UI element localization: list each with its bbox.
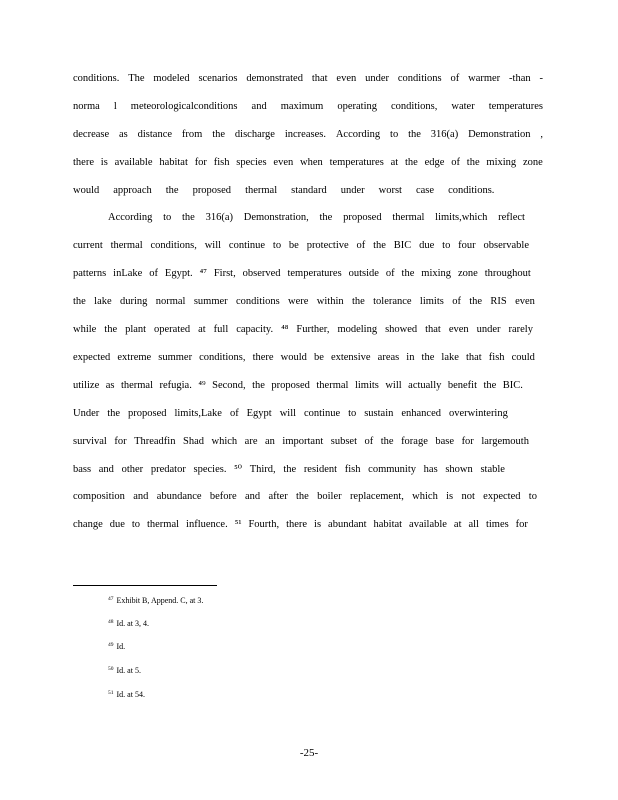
word: According [108, 212, 153, 223]
word: ⁴⁸ [281, 324, 289, 335]
word: the [351, 296, 365, 307]
word: lake [94, 296, 112, 307]
word: limits,which [435, 212, 488, 223]
word: BIC [393, 240, 412, 251]
body-line [73, 295, 535, 309]
word: ⁴⁷ [199, 268, 207, 279]
word: even [336, 73, 357, 84]
word: Third, [249, 464, 276, 475]
word: Egypt. [164, 268, 193, 279]
word: subset [330, 436, 357, 447]
word: due [419, 240, 435, 251]
word: water [451, 101, 475, 112]
word: temperatures [488, 101, 543, 112]
word: and [245, 491, 261, 502]
word: will [385, 380, 402, 391]
body-line [73, 128, 543, 142]
word: of [229, 408, 239, 419]
word: under [365, 73, 390, 84]
word: of [385, 268, 395, 279]
word: would [280, 352, 307, 363]
word: worst [378, 185, 402, 196]
word: conditions. [73, 73, 120, 84]
word: summer [158, 352, 193, 363]
body-line [73, 267, 531, 281]
word: normal [155, 296, 186, 307]
word: observable [483, 240, 529, 251]
word: patterns [73, 268, 107, 279]
word: in [406, 352, 415, 363]
word: the [296, 491, 309, 502]
word: shown [445, 464, 473, 475]
word: not [461, 491, 475, 502]
word: that [311, 73, 328, 84]
footnote-number: 49 [108, 642, 114, 648]
word: available [114, 157, 153, 168]
word: extensive [330, 352, 371, 363]
word: due [109, 519, 125, 530]
word: expected [483, 491, 521, 502]
body-line [73, 407, 508, 421]
word: Fourth, [248, 519, 280, 530]
word: continue [228, 240, 266, 251]
word: RIS [490, 296, 507, 307]
word: the [283, 464, 297, 475]
word: the [104, 324, 118, 335]
word: that [465, 352, 482, 363]
body-line [108, 211, 525, 225]
word: habitat [159, 157, 188, 168]
word: full [213, 324, 229, 335]
word: times [485, 519, 509, 530]
word: zone [457, 268, 478, 279]
word: proposed [192, 185, 232, 196]
footnote-text: Id. at 5. [116, 666, 141, 675]
word: while [73, 324, 97, 335]
word: to [442, 240, 451, 251]
page-number: -25- [299, 747, 319, 759]
word: First, [213, 268, 236, 279]
word: limits [354, 380, 379, 391]
word: enhanced [401, 408, 441, 419]
word: the [373, 240, 386, 251]
body-line [73, 184, 543, 198]
word: the [421, 352, 435, 363]
word: to [528, 491, 537, 502]
word: of [452, 296, 461, 307]
word: at [390, 157, 399, 168]
word: under [476, 324, 501, 335]
word: for [515, 519, 528, 530]
word: forage [401, 436, 428, 447]
word: the [380, 436, 394, 447]
word: would [73, 185, 100, 196]
word: and [133, 491, 149, 502]
word: influence. [186, 519, 228, 530]
word: all [468, 519, 479, 530]
word: to [390, 129, 399, 140]
footnote [108, 594, 203, 606]
word: summer [193, 296, 228, 307]
word: 316(a) [205, 212, 233, 223]
word: thermal [392, 212, 425, 223]
footnote-number: 51 [108, 690, 114, 696]
word: and [98, 464, 114, 475]
word: which [211, 436, 238, 447]
word: of [450, 73, 460, 84]
word: is [100, 157, 108, 168]
footnote-text: Id. [116, 642, 126, 651]
footnote-text: Exhibit B, Append. C, at 3. [116, 596, 204, 605]
word: capacity. [236, 324, 274, 335]
word: benefit [447, 380, 478, 391]
word: conditions [397, 73, 442, 84]
word: discharge [234, 129, 275, 140]
word: fish [488, 352, 505, 363]
word: inLake [113, 268, 143, 279]
word: - [539, 73, 543, 84]
word: when [300, 157, 323, 168]
body-line [73, 72, 543, 86]
word: for [194, 157, 207, 168]
word: protective [306, 240, 349, 251]
footnote [108, 617, 149, 629]
word: species [236, 157, 267, 168]
footnote [108, 688, 145, 700]
word: proposed [127, 408, 167, 419]
word: scenarios [198, 73, 238, 84]
word: to [131, 519, 141, 530]
word: habitat [373, 519, 403, 530]
word: there [73, 157, 94, 168]
word: is [314, 519, 322, 530]
word: were [288, 296, 309, 307]
word: reflect [498, 212, 525, 223]
footnote [108, 640, 125, 652]
word: actually [408, 380, 442, 391]
word: operated [154, 324, 191, 335]
word: even [448, 324, 469, 335]
word: mixing [486, 157, 517, 168]
word: base [435, 436, 455, 447]
word: observed [242, 268, 281, 279]
word: ⁴⁹ [198, 380, 206, 391]
word: modeled [153, 73, 190, 84]
word: plant [125, 324, 147, 335]
word: has [423, 464, 438, 475]
body-line [73, 379, 523, 393]
word: showed [385, 324, 418, 335]
word: modeling [337, 324, 378, 335]
word: temperatures [287, 268, 342, 279]
word: conditions, [150, 240, 197, 251]
word: Egypt [246, 408, 272, 419]
word: important [282, 436, 324, 447]
word: utilize [73, 380, 100, 391]
body-line [73, 156, 543, 170]
body-line [73, 490, 537, 504]
word: there [286, 519, 308, 530]
word: tolerance [373, 296, 412, 307]
word: expected [73, 352, 111, 363]
word: conditions. [448, 185, 495, 196]
word: refugia. [159, 380, 192, 391]
word: Second, [212, 380, 246, 391]
word: continue [303, 408, 341, 419]
word: the [404, 157, 418, 168]
word: as [119, 129, 128, 140]
word: Demonstration, [243, 212, 309, 223]
word: from [181, 129, 203, 140]
word: BIC. [502, 380, 523, 391]
word: replacement, [349, 491, 404, 502]
word: outside [348, 268, 379, 279]
word: areas [377, 352, 400, 363]
word: the [165, 185, 179, 196]
word: edge [424, 157, 445, 168]
word: the [319, 212, 333, 223]
word: Shad [182, 436, 204, 447]
word: the [212, 129, 226, 140]
word: fish [344, 464, 361, 475]
word: under [340, 185, 365, 196]
word: l [113, 101, 117, 112]
word: case [415, 185, 435, 196]
word: resident [303, 464, 338, 475]
body-line [73, 518, 528, 532]
word: overwintering [448, 408, 508, 419]
word: ⁵⁰ [234, 464, 243, 475]
word: as [105, 380, 115, 391]
footnote-text: Id. at 3, 4. [116, 619, 149, 628]
word: at [198, 324, 206, 335]
word: According [335, 129, 381, 140]
word: within [316, 296, 344, 307]
word: bass [73, 464, 92, 475]
word: even [515, 296, 535, 307]
word: to [163, 212, 172, 223]
word: Under [73, 408, 100, 419]
word: during [119, 296, 148, 307]
word: the [182, 212, 195, 223]
word: conditions [235, 296, 280, 307]
word: at [453, 519, 462, 530]
word: composition [73, 491, 125, 502]
word: largemouth [481, 436, 529, 447]
word: are [244, 436, 258, 447]
word: thermal [245, 185, 278, 196]
word: Further, [296, 324, 330, 335]
word: 316(a) [430, 129, 459, 140]
word: lake [441, 352, 459, 363]
word: will [204, 240, 222, 251]
word: the [469, 296, 483, 307]
footnote-divider [73, 585, 217, 586]
word: four [458, 240, 476, 251]
word: of [364, 436, 374, 447]
word: standard [291, 185, 327, 196]
word: abundant [328, 519, 367, 530]
word: community [368, 464, 416, 475]
body-line [73, 351, 535, 365]
word: thermal [120, 380, 154, 391]
body-line [73, 463, 505, 477]
footnote-text: Id. at 54. [116, 690, 145, 699]
word: predator [150, 464, 186, 475]
word: after [268, 491, 288, 502]
word: change [73, 519, 103, 530]
word: of [149, 268, 158, 279]
word: to [272, 240, 282, 251]
word: extreme [117, 352, 152, 363]
word: to [348, 408, 357, 419]
footnote-number: 48 [108, 619, 114, 625]
word: even [273, 157, 294, 168]
word: proposed [343, 212, 382, 223]
word: throughout [484, 268, 531, 279]
word: that [425, 324, 441, 335]
word: -than [509, 73, 531, 84]
word: thermal [146, 519, 180, 530]
word: rarely [508, 324, 533, 335]
body-line [73, 239, 529, 253]
word: the [107, 408, 121, 419]
word: will [279, 408, 297, 419]
word: the [408, 129, 421, 140]
word: boiler [317, 491, 342, 502]
word: ⁵¹ [234, 519, 242, 530]
word: Threadfin [134, 436, 176, 447]
word: the [483, 380, 497, 391]
word: approach [113, 185, 152, 196]
word: norma [73, 101, 100, 112]
word: and [251, 101, 267, 112]
word: be [288, 240, 299, 251]
word: is [446, 491, 454, 502]
body-line [73, 435, 529, 449]
word: conditions, [391, 101, 438, 112]
word: of [451, 157, 460, 168]
word: the [252, 380, 265, 391]
word: decrease [73, 129, 110, 140]
word: temperatures [329, 157, 384, 168]
word: distance [137, 129, 173, 140]
word: the [466, 157, 480, 168]
word: an [264, 436, 275, 447]
word: limits [419, 296, 444, 307]
word: demonstrated [246, 73, 303, 84]
word: species. [193, 464, 227, 475]
word: stable [480, 464, 505, 475]
word: for [114, 436, 127, 447]
word: thermal [316, 380, 349, 391]
word: meteorologicalconditions [130, 101, 238, 112]
word: The [128, 73, 145, 84]
word: which [412, 491, 438, 502]
word: available [409, 519, 447, 530]
word: Demonstration [468, 129, 531, 140]
word: survival [73, 436, 107, 447]
word: proposed [271, 380, 310, 391]
body-line [73, 100, 543, 114]
word: maximum [280, 101, 324, 112]
word: mixing [421, 268, 452, 279]
word: fish [213, 157, 230, 168]
word: conditions, [199, 352, 246, 363]
word: sustain [364, 408, 394, 419]
word: zone [522, 157, 543, 168]
word: before [209, 491, 237, 502]
word: of [356, 240, 366, 251]
footnote-number: 50 [108, 666, 114, 672]
word: operating [337, 101, 377, 112]
word: be [313, 352, 324, 363]
word: could [511, 352, 535, 363]
word: warmer [468, 73, 501, 84]
footnote [108, 664, 141, 676]
word: increases. [284, 129, 326, 140]
word: abundance [156, 491, 202, 502]
word: thermal [110, 240, 143, 251]
word: limits,Lake [174, 408, 222, 419]
word: for [461, 436, 474, 447]
word: there [252, 352, 274, 363]
body-line [73, 323, 533, 337]
word: , [540, 129, 543, 140]
word: the [73, 296, 86, 307]
word: the [401, 268, 415, 279]
word: current [73, 240, 103, 251]
footnote-number: 47 [108, 596, 114, 602]
word: other [121, 464, 144, 475]
